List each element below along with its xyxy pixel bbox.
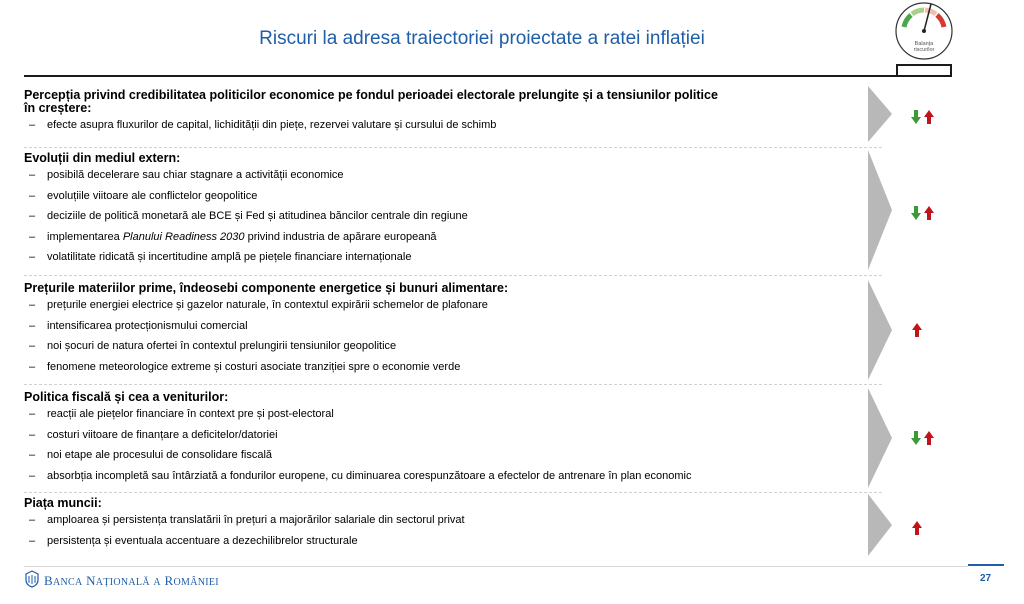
- chevron-icon: [868, 280, 892, 380]
- section-divider: [24, 492, 882, 493]
- section-external: [24, 152, 874, 268]
- section-credibility: [24, 89, 874, 136]
- list-item: – efecte asupra fluxurilor de capital, lichidității din piețe, rezervei valutare și cursului de schimb: [29, 119, 497, 131]
- list-item: – prețurile energiei electrice și gazelor naturale, în contextul expirării schemelor de plafonare: [29, 299, 488, 311]
- list-item: – posibilă decelerare sau chiar stagnare a activității economice: [29, 169, 344, 181]
- section-commodities: [24, 282, 874, 377]
- risk-arrows-down-up: [911, 206, 941, 220]
- arrow-down-icon: [911, 206, 921, 220]
- list-item: – persistența și eventuala accentuare a dezechilibrelor structurale: [29, 534, 358, 547]
- risk-arrow-up: [911, 323, 941, 337]
- arrow-up-icon: [912, 521, 922, 535]
- arrow-down-icon: [911, 110, 921, 124]
- bnr-logo-icon: [24, 570, 40, 588]
- list-item: – costuri viitoare de finanțare a deficitelor/datoriei: [29, 428, 278, 441]
- list-item: – fenomene meteorologice extreme și costuri asociate tranziției spre o economie verde: [29, 360, 461, 373]
- section-heading: Evoluții din mediul extern:: [24, 151, 181, 165]
- top-rule: [24, 75, 952, 77]
- arrow-up-icon: [924, 206, 934, 220]
- page-number: 27: [980, 573, 992, 584]
- section-fiscal: [24, 391, 874, 486]
- section-heading-cont: în creștere:: [24, 101, 92, 115]
- risk-arrow-up: [911, 521, 941, 535]
- footer-rule: [24, 566, 968, 567]
- chevron-icon: [868, 86, 892, 142]
- arrow-up-icon: [912, 323, 922, 337]
- section-divider: [24, 147, 882, 148]
- arrow-up-icon: [924, 110, 934, 124]
- chevron-icon: [868, 150, 892, 270]
- list-item: – noi șocuri de natura ofertei în contextul prelungirii tensiunilor geopolitice: [29, 340, 397, 352]
- page-title: Riscuri la adresa traiectoriei proiectate a ratei inflației: [259, 28, 705, 49]
- list-item: – absorbția incompletă sau întârziată a fondurilor europene, cu diminuarea corespunzătoare a efectelor de antrenare în plan economic: [29, 469, 692, 482]
- chevron-icon: [868, 494, 892, 556]
- arrow-up-icon: [924, 431, 934, 445]
- gauge-label-1: Balanța: [914, 41, 934, 47]
- list-item: – intensificarea protecționismului comercial: [29, 319, 248, 332]
- section-heading: Politica fiscală și cea a veniturilor:: [24, 390, 229, 404]
- arrow-down-icon: [911, 431, 921, 445]
- list-item: – evoluțiile viitoare ale conflictelor geopolitice: [29, 189, 258, 202]
- bnr-logo-text: BANCA NAȚIONALĂ A ROMÂNIEI: [44, 573, 219, 588]
- list-item: – deciziile de politică monetară ale BCE și Fed și atitudinea băncilor centrale din regiune: [29, 210, 468, 222]
- chevron-icon: [868, 388, 892, 488]
- list-item: – reacții ale piețelor financiare în context pre și post-electoral: [29, 408, 334, 420]
- section-divider: [24, 275, 882, 276]
- section-heading: Percepția privind credibilitatea politicilor economice pe fondul perioadei electorale prelungite și a tensiunilor politice: [24, 88, 718, 102]
- section-labor: [24, 497, 874, 551]
- risk-arrows-down-up: [911, 431, 941, 445]
- risk-balance-gauge-icon: [893, 0, 955, 62]
- section-divider: [24, 384, 882, 385]
- list-item: – amploarea și persistența translatării în prețuri a majorărilor salariale din sectorul privat: [29, 514, 465, 526]
- list-item: – volatilitate ridicată și incertitudine amplă pe piețele financiare internaționale: [29, 251, 412, 263]
- section-heading: Prețurile materiilor prime, îndeosebi componente energetice și bunuri alimentare:: [24, 281, 509, 295]
- list-item: – implementarea Planului Readiness 2030 privind industria de apărare europeană: [29, 230, 437, 243]
- section-heading: Piața muncii:: [24, 496, 102, 510]
- footer-accent-rule: [968, 564, 1004, 566]
- gauge-label-2: riscurilor: [913, 47, 935, 53]
- list-item: – noi etape ale procesului de consolidare fiscală: [29, 449, 273, 461]
- risk-arrows-down-up: [911, 110, 941, 124]
